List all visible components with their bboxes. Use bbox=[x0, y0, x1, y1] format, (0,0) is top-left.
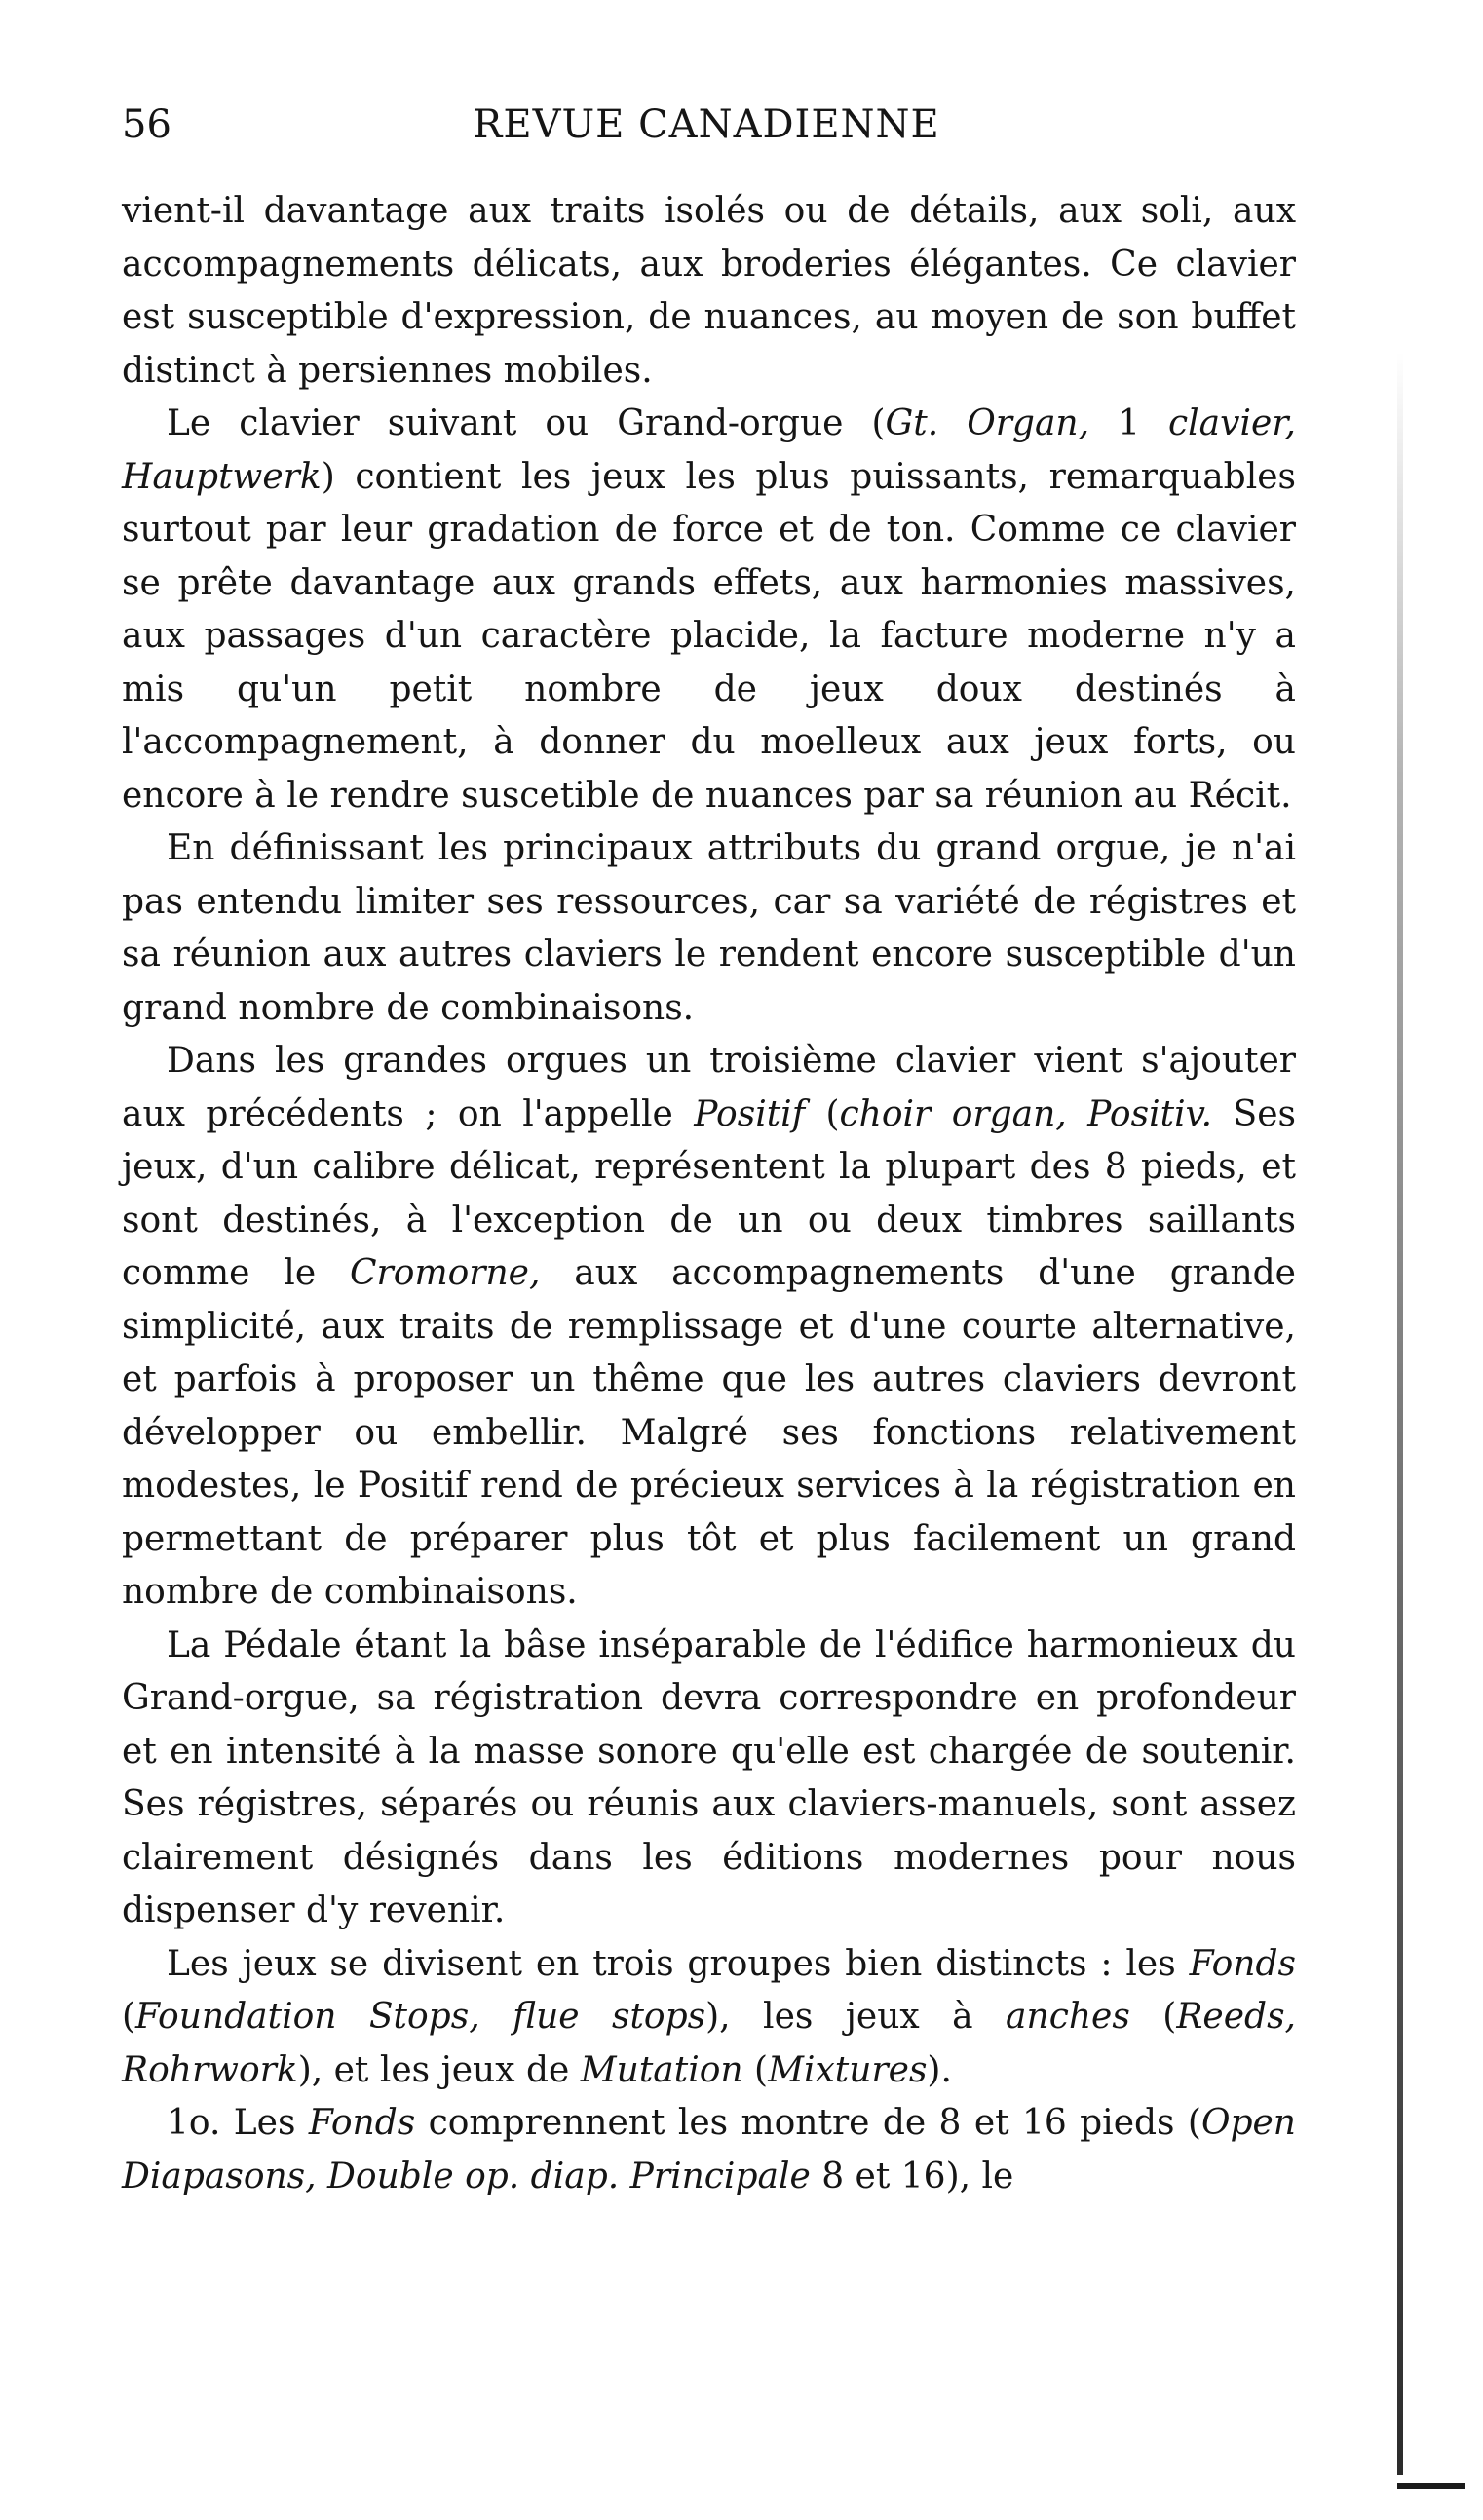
italic-term: Open Diapasons, Double op. diap. Principale bbox=[122, 2103, 1296, 2196]
italic-term: Fonds bbox=[308, 2103, 416, 2143]
italic-term: Mixtures bbox=[768, 2049, 928, 2090]
paragraph-positif bbox=[122, 1035, 1296, 1620]
page-edge-foot bbox=[1397, 2483, 1465, 2489]
text-run: comprennent les montre de 8 et 16 pieds ( bbox=[415, 2103, 1201, 2143]
italic-term: choir organ, Positiv. bbox=[839, 1093, 1213, 1134]
paragraph-continuation bbox=[122, 185, 1296, 398]
running-title: REVUE CANADIENNE bbox=[473, 102, 940, 147]
text-run: ( bbox=[742, 2049, 769, 2090]
text-run: Ses jeux, d'un calibre délicat, représentent la plupart des 8 pieds, et sont destinés, à l'exception de un ou deux timbres saillants comme le bbox=[122, 1093, 1296, 1293]
text-run: ( bbox=[122, 1997, 136, 2037]
paragraph-attributs bbox=[122, 822, 1296, 1035]
text-run: 1o. Les bbox=[167, 2103, 309, 2143]
page-header bbox=[122, 101, 1296, 160]
paragraph-pedale bbox=[122, 1620, 1296, 1938]
text-run: ), les jeux à bbox=[705, 1997, 1007, 2037]
italic-term: Cromorne, bbox=[350, 1253, 541, 1293]
text-run: ). bbox=[927, 2049, 952, 2090]
paragraph-text: En définissant les principaux attributs du grand orgue, je n'ai pas entendu limiter ses ressources, car sa variété de régistres et sa réunion aux autres claviers le rendent encore susceptible d'un grand nombre de combinaisons. bbox=[122, 828, 1296, 1028]
page-number: 56 bbox=[122, 102, 171, 147]
paragraph-text: La Pédale étant la bâse inséparable de l'édifice harmonieux du Grand-orgue, sa régistration devra correspondre en profondeur et en intensité à la masse sonore qu'elle est chargée de soutenir. Ses régistres, séparés ou réunis aux claviers-manuels, sont assez clairement désignés dans les éditions modernes pour nous dispenser d'y revenir. bbox=[122, 1624, 1296, 1930]
text-run: Le clavier suivant ou Grand-orgue ( bbox=[167, 403, 886, 443]
paragraph-text: vient-il davantage aux traits isolés ou de détails, aux soli, aux accompagnements délicats, aux broderies élégantes. Ce clavier est susceptible d'expression, de nuances, au moyen de son buffet distinct à persiennes mobiles. bbox=[122, 191, 1296, 391]
paragraph-groupes bbox=[122, 1938, 1296, 2098]
text-run: 1 bbox=[1089, 403, 1168, 443]
italic-term: Positif bbox=[694, 1093, 806, 1134]
text-run: 8 et 16), le bbox=[810, 2156, 1014, 2196]
text-run: Dans les grandes orgues un troisième clavier vient s'ajouter aux précédents ; on l'appelle bbox=[122, 1041, 1296, 1134]
text-run: Les jeux se divisent en trois groupes bien distincts : les bbox=[167, 1943, 1190, 1984]
paragraph-grand-orgue bbox=[122, 398, 1296, 822]
italic-term: Mutation bbox=[580, 2049, 743, 2090]
text-run: ( bbox=[1129, 1997, 1177, 2037]
italic-term: anches bbox=[1006, 1997, 1130, 2037]
text-run: aux accompagnements d'une grande simplicité, aux traits de remplissage et d'une courte alternative, et parfois à proposer un thême que les autres claviers devront développer ou embellir. Malgré ses fonctions relativement modestes, le Positif rend de précieux services à la régistration en permettant de préparer plus tôt et plus facilement un grand nombre de combinaisons. bbox=[122, 1253, 1296, 1612]
paragraph-fonds bbox=[122, 2097, 1296, 2203]
italic-term: Reeds, Rohrwork bbox=[122, 1997, 1296, 2090]
italic-term: Gt. Organ, bbox=[885, 403, 1090, 443]
text-run: ( bbox=[805, 1093, 840, 1134]
italic-term: Fonds bbox=[1189, 1943, 1296, 1984]
page-edge-shadow bbox=[1397, 351, 1403, 2475]
italic-term: Foundation Stops, flue stops bbox=[135, 1997, 706, 2037]
text-run: ), et les jeux de bbox=[297, 2049, 581, 2090]
italic-term: clavier, Hauptwerk bbox=[122, 403, 1296, 497]
body-text bbox=[122, 185, 1296, 2203]
text-run: ) contient les jeux les plus puissants, remarquables surtout par leur gradation de force et de ton. Comme ce clavier se prête davantage aux grands effets, aux harmonies massives, aux passages d'un caractère placide, la facture moderne n'y a mis qu'un petit nombre de jeux doux destinés à l'accompagnement, à donner du moelleux aux jeux forts, ou encore à le rendre suscetible de nuances par sa réunion au Récit. bbox=[122, 456, 1296, 816]
